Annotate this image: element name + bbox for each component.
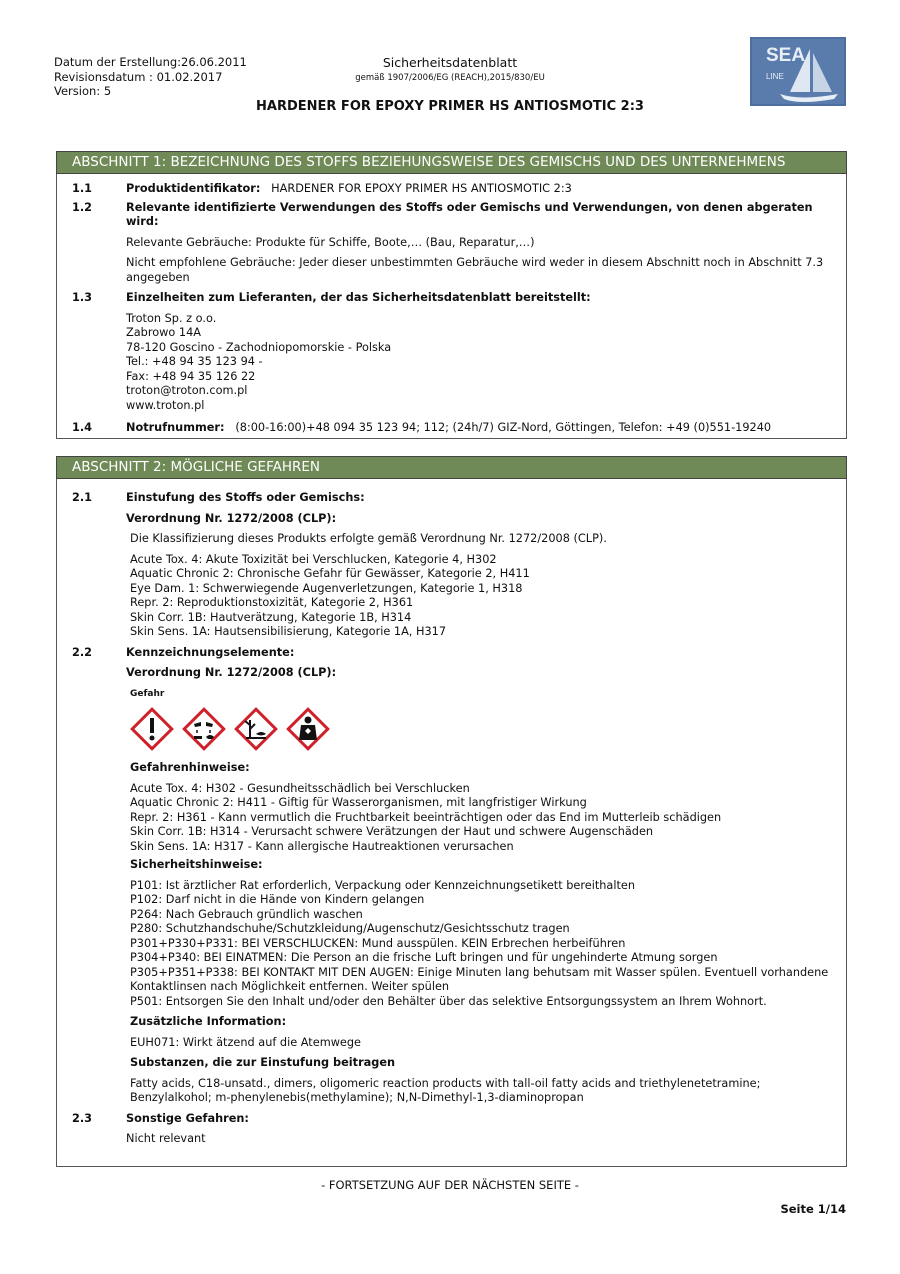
corrosion-icon [182, 707, 226, 751]
precautionary-statement: P101: Ist ärztlicher Rat erforderlich, Verpackung oder Kennzeichnungsetikett bereithalten [130, 878, 636, 892]
item-number: 1.3 [72, 291, 93, 304]
precautionary-statement: P304+P340: BEI EINATMEN: Die Person an die frische Luft bringen und für ungehinderte Atmung sorgen [130, 951, 718, 964]
item-label: Einstufung des Stoffs oder Gemischs: [126, 491, 365, 504]
hazard-statement: Acute Tox. 4: H302 - Gesundheitsschädlich bei Verschlucken [130, 781, 470, 795]
additional-info-label: Zusätzliche Information: [130, 1015, 287, 1028]
section-1 [56, 151, 847, 439]
svg-text:SEA: SEA [766, 45, 806, 66]
page-number: Seite 1/14 [780, 1202, 846, 1216]
exclamation-icon [130, 707, 174, 751]
item-label: Relevante identifizierte Verwendungen des Stoffs oder Gemischs und Verwendungen, von denen abgeraten wird: [126, 200, 813, 228]
item-label: Sonstige Gefahren: [126, 1111, 249, 1125]
item-1-3 [57, 291, 846, 413]
document-title: Sicherheitsdatenblatt [382, 55, 518, 70]
supplier-email: troton@troton.com.pl [126, 384, 248, 397]
uses-advised-against: Nicht empfohlene Gebräuche: Jeder dieser unbestimmten Gebräuche wird weder in diesem Abschnitt noch in Abschnitt 7.3 angegeben [126, 256, 824, 284]
hazard-statement: Aquatic Chronic 2: H411 - Giftig für Wasserorganismen, mit langfristiger Wirkung [130, 796, 587, 809]
classification-list [126, 553, 832, 640]
product-identifier: HARDENER FOR EPOXY PRIMER HS ANTIOSMOTIC 2:3 [271, 182, 572, 195]
item-label: Einzelheiten zum Lieferanten, der das Sicherheitsdatenblatt bereitstellt: [126, 291, 591, 304]
hazard-statements [126, 782, 832, 855]
item-2-1 [57, 491, 846, 640]
supplier-address [126, 312, 832, 414]
health-hazard-icon [286, 707, 330, 751]
item-number: 2.2 [72, 645, 93, 659]
substances-text: Fatty acids, C18-unsatd., dimers, oligomeric reaction products with tall-oil fatty acids and triethylenetetramine; Benzylalkohol; m-phenylenebis(methylamine); N,N-Dimethyl-1,3-diaminopropan [130, 1076, 761, 1104]
emergency-number: (8:00-16:00)+48 094 35 123 94; 112; (24h/7) GIZ-Nord, Göttingen, Telefon: +49 (0)551-19240 [235, 421, 772, 434]
item-number: 2.3 [72, 1111, 93, 1125]
classification-item: Eye Dam. 1: Schwerwiegende Augenverletzungen, Kategorie 1, H318 [130, 581, 523, 595]
hazard-label: Gefahrenhinweise: [130, 761, 250, 774]
supplier-line: 78-120 Goscino - Zachodniopomorskie - Polska [126, 340, 392, 354]
item-number: 1.1 [72, 182, 93, 195]
classification-item: Acute Tox. 4: Akute Toxizität bei Verschlucken, Kategorie 4, H302 [130, 552, 497, 566]
section-1-heading: ABSCHNITT 1: BEZEICHNUNG DES STOFFS BEZIEHUNGSWEISE DES GEMISCHS UND DES UNTERNEHMENS [56, 151, 847, 174]
svg-text:LINE: LINE [766, 72, 784, 81]
ghs-pictograms [126, 707, 832, 751]
environment-icon [234, 707, 278, 751]
classification-item: Skin Corr. 1B: Hautverätzung, Kategorie 1B, H314 [130, 610, 412, 624]
signal-word: Gefahr [130, 688, 165, 699]
hazard-statement: Repr. 2: H361 - Kann vermutlich die Fruchtbarkeit beeinträchtigen oder das End im Mutterleib schädigen [130, 810, 722, 824]
precautionary-statement: P501: Entsorgen Sie den Inhalt und/oder den Behälter über das selektive Entsorgungssystem an Ihrem Wohnort. [130, 994, 767, 1008]
supplier-line: Troton Sp. z o.o. [126, 311, 217, 325]
document-meta [54, 55, 247, 99]
precaution-label: Sicherheitshinweise: [130, 858, 263, 871]
item-2-2 [57, 646, 846, 1108]
revision-date: Revisionsdatum : 01.02.2017 [54, 69, 223, 84]
precautionary-statement: P305+P351+P338: BEI KONTAKT MIT DEN AUGEN: Einige Minuten lang behutsam mit Wasser spülen. Eventuell vorhandene Kontaktlinsen nach Möglichkeit entfernen. Weiter spülen [130, 965, 829, 993]
section-2-heading: ABSCHNITT 2: MÖGLICHE GEFAHREN [56, 456, 847, 479]
supplier-line: Zabrowo 14A [126, 326, 201, 339]
item-1-4 [57, 421, 846, 436]
item-label: Produktidentifikator: [126, 182, 261, 195]
clp-label: Verordnung Nr. 1272/2008 (CLP): [126, 666, 337, 679]
relevant-uses: Relevante Gebräuche: Produkte für Schiffe, Boote,… (Bau, Reparatur,…) [126, 235, 535, 249]
classification-item: Aquatic Chronic 2: Chronische Gefahr für Gewässer, Kategorie 2, H411 [130, 567, 530, 580]
clp-text: Die Klassifizierung dieses Produkts erfolgte gemäß Verordnung Nr. 1272/2008 (CLP). [130, 532, 607, 545]
sea-line-logo [750, 37, 846, 106]
supplier-website: www.troton.pl [126, 398, 205, 412]
clp-label: Verordnung Nr. 1272/2008 (CLP): [126, 511, 337, 525]
item-number: 2.1 [72, 491, 93, 504]
precautionary-statement: P280: Schutzhandschuhe/Schutzkleidung/Augenschutz/Gesichtsschutz tragen [130, 922, 570, 935]
continuation-note: - FORTSETZUNG AUF DER NÄCHSTEN SEITE - [321, 1178, 579, 1192]
precautionary-statement: P264: Nach Gebrauch gründlich waschen [130, 907, 363, 921]
classification-item: Skin Sens. 1A: Hautsensibilisierung, Kategorie 1A, H317 [130, 625, 447, 638]
hazard-statement: Skin Corr. 1B: H314 - Verursacht schwere Verätzungen der Haut und schwere Augenschäden [130, 825, 654, 838]
item-number: 1.2 [72, 200, 93, 214]
additional-info-text: EUH071: Wirkt ätzend auf die Atemwege [130, 1035, 362, 1049]
item-number: 1.4 [72, 421, 93, 434]
item-1-1 [57, 182, 846, 197]
document-subtitle: gemäß 1907/2006/EG (REACH),2015/830/EU [355, 73, 545, 83]
item-label: Kennzeichnungselemente: [126, 645, 295, 659]
hazard-statement: Skin Sens. 1A: H317 - Kann allergische Hautreaktionen verursachen [130, 839, 514, 853]
substances-label: Substanzen, die zur Einstufung beitragen [130, 1056, 396, 1069]
section-2 [56, 456, 847, 1167]
precautionary-statement: P102: Darf nicht in die Hände von Kindern gelangen [130, 893, 425, 906]
supplier-line: Fax: +48 94 35 126 22 [126, 369, 256, 383]
item-label: Notrufnummer: [126, 421, 225, 434]
item-1-2 [57, 201, 846, 288]
item-2-3 [57, 1112, 846, 1153]
precautionary-statements [126, 879, 832, 1010]
supplier-line: Tel.: +48 94 35 123 94 - [126, 355, 263, 368]
other-hazards-value: Nicht relevant [126, 1132, 206, 1145]
version: Version: 5 [54, 84, 112, 98]
product-title: HARDENER FOR EPOXY PRIMER HS ANTIOSMOTIC 2:3 [256, 99, 644, 114]
creation-date: Datum der Erstellung:26.06.2011 [54, 55, 247, 69]
precautionary-statement: P301+P330+P331: BEI VERSCHLUCKEN: Mund ausspülen. KEIN Erbrechen herbeiführen [130, 936, 626, 950]
classification-item: Repr. 2: Reproduktionstoxizität, Kategorie 2, H361 [130, 596, 414, 609]
